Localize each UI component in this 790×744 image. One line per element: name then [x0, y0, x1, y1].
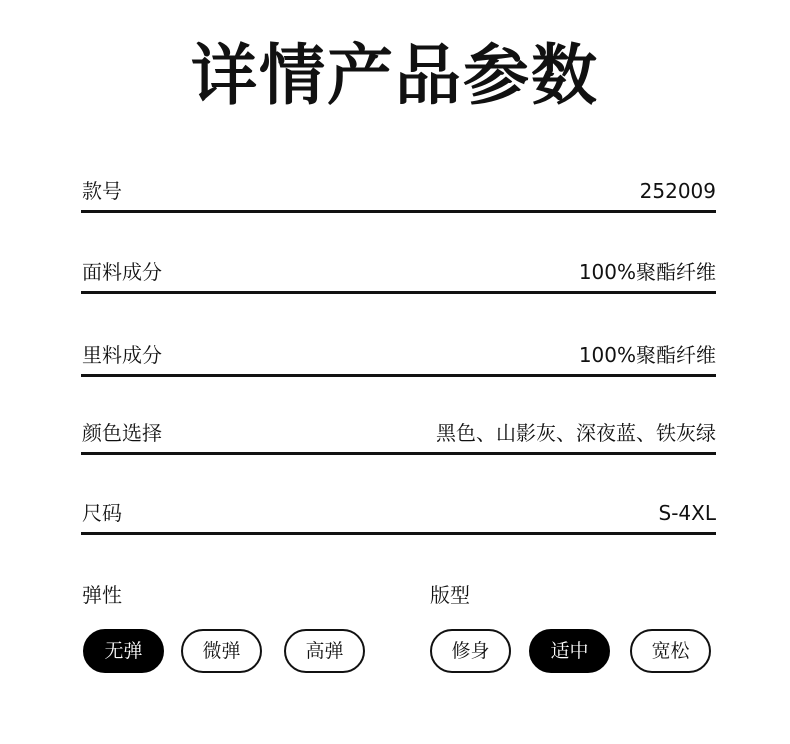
- spec-row-colors: [81, 418, 716, 455]
- spec-label: 面料成分: [82, 260, 162, 284]
- spec-label: 颜色选择: [82, 421, 162, 445]
- spec-row-style-number: [81, 176, 716, 213]
- spec-label: 尺码: [82, 501, 122, 525]
- elasticity-option-high[interactable]: 高弹: [284, 629, 365, 673]
- spec-value: 100%聚酯纤维: [578, 260, 716, 284]
- spec-label: 里料成分: [82, 343, 162, 367]
- spec-row-lining: [81, 340, 716, 377]
- spec-row-fabric: [81, 257, 716, 294]
- fit-option-slim[interactable]: 修身: [430, 629, 511, 673]
- elasticity-title: 弹性: [82, 583, 122, 607]
- spec-value: 252009: [639, 179, 716, 203]
- elasticity-option-none[interactable]: 无弹: [83, 629, 164, 673]
- spec-label: 款号: [82, 179, 122, 203]
- fit-option-loose[interactable]: 宽松: [630, 629, 711, 673]
- spec-value: 黑色、山影灰、深夜蓝、铁灰绿: [436, 421, 716, 445]
- fit-title: 版型: [430, 583, 470, 607]
- spec-value: S-4XL: [658, 501, 716, 525]
- page-title: 详情产品参数: [191, 37, 599, 114]
- elasticity-option-slight[interactable]: 微弹: [181, 629, 262, 673]
- spec-row-size: [81, 498, 716, 535]
- spec-value: 100%聚酯纤维: [578, 343, 716, 367]
- fit-option-regular[interactable]: 适中: [529, 629, 610, 673]
